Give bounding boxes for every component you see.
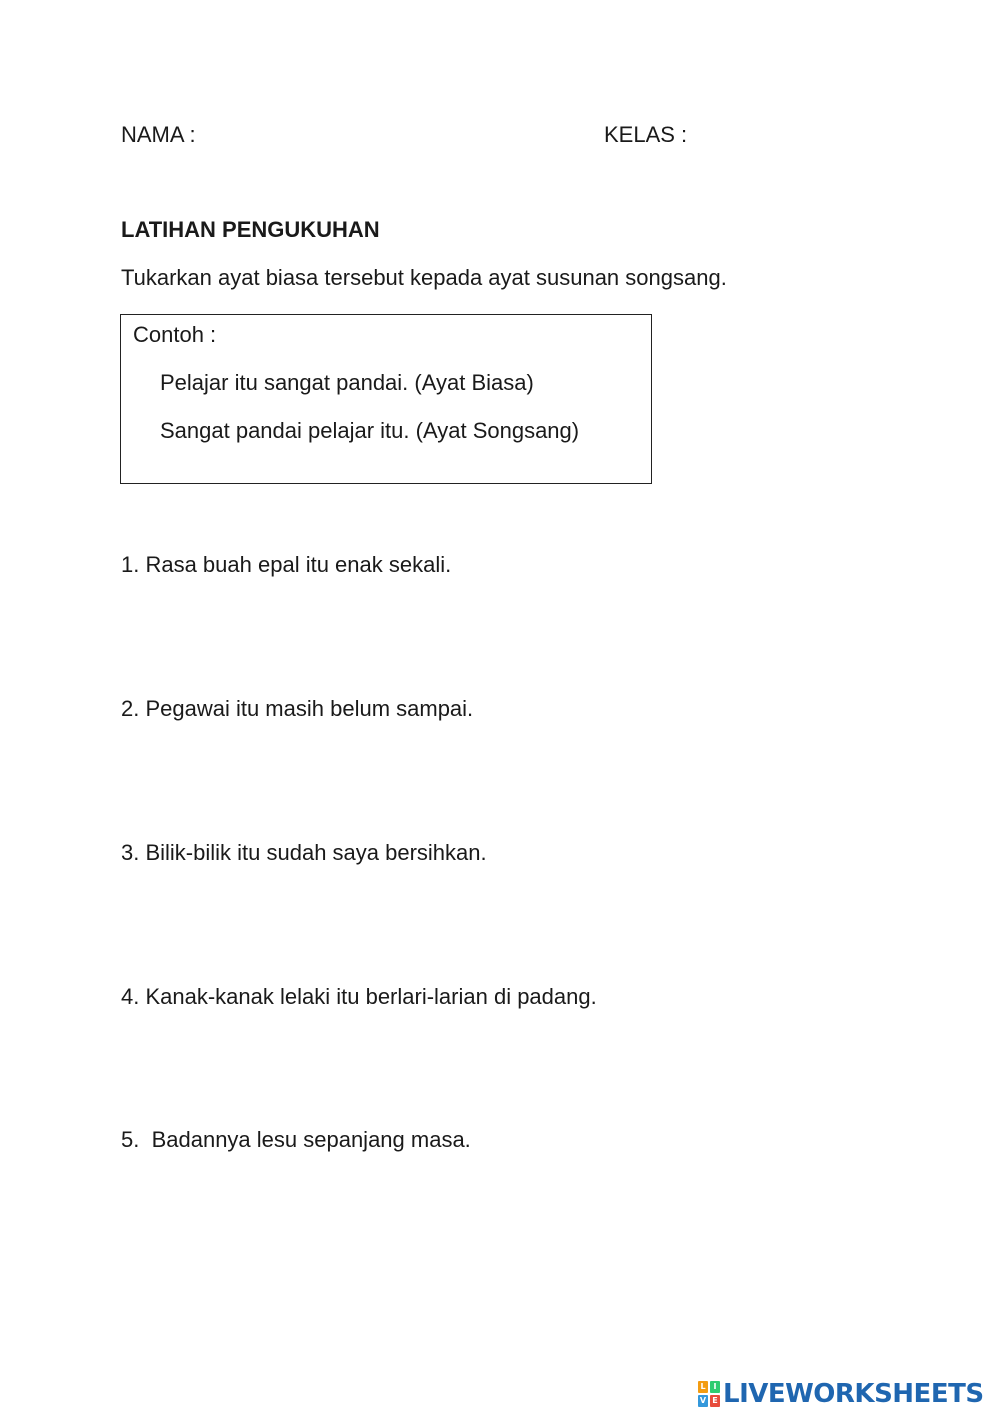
logo-letter-i: I (710, 1381, 720, 1393)
liveworksheets-wordmark: LIVEWORKSHEETS (723, 1379, 984, 1409)
example-line-songsang: Sangat pandai pelajar itu. (Ayat Songsang) (160, 418, 580, 443)
instruction-text: Tukarkan ayat biasa tersebut kepada ayat susunan songsang. (121, 265, 727, 290)
question-2: 2. Pegawai itu masih belum sampai. (121, 696, 474, 721)
logo-letter-l: L (698, 1381, 708, 1393)
nama-label: NAMA : (121, 122, 196, 147)
question-4: 4. Kanak-kanak lelaki itu berlari-larian di padang. (121, 984, 597, 1009)
worksheet-title: LATIHAN PENGUKUHAN (121, 217, 380, 242)
liveworksheets-icon (698, 1381, 720, 1407)
logo-letter-v: V (699, 1396, 707, 1405)
liveworksheets-logo[interactable] (698, 1378, 984, 1410)
kelas-label: KELAS : (604, 122, 688, 147)
example-label: Contoh : (133, 322, 217, 347)
logo-letter-e: E (710, 1395, 720, 1407)
question-1: 1. Rasa buah epal itu enak sekali. (121, 552, 452, 577)
example-line-biasa: Pelajar itu sangat pandai. (Ayat Biasa) (160, 370, 534, 395)
question-5: 5. Badannya lesu sepanjang masa. (121, 1127, 471, 1152)
question-3: 3. Bilik-bilik itu sudah saya bersihkan. (121, 840, 487, 865)
